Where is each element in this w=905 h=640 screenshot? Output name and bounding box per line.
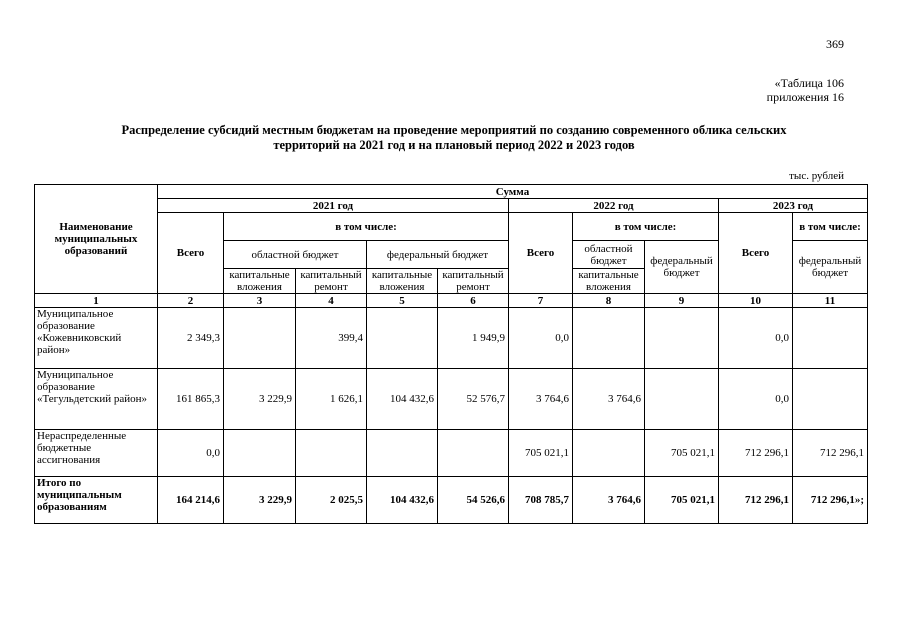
header-federal-budget-2023: федеральный бюджет (793, 241, 868, 294)
cell: 1 626,1 (296, 369, 367, 430)
row-name: Муниципальное образование «Кожевниковский район» (35, 308, 158, 369)
title-line-1: Распределение субсидий местным бюджетам на проведение мероприятий по созданию современного облика сельских (121, 123, 787, 137)
cell (224, 308, 296, 369)
cell: 0,0 (158, 430, 224, 477)
header-capital-investments-federal: капитальные вложения (367, 269, 438, 294)
table-ref-line-2: приложения 16 (766, 90, 844, 104)
header-sum: Сумма (158, 185, 868, 199)
cell: 2 349,3 (158, 308, 224, 369)
cell (793, 369, 868, 430)
total-cell: 708 785,7 (509, 477, 573, 524)
header-name-column: Наименование муниципальных образований (35, 185, 158, 294)
page-number: 369 (826, 37, 844, 51)
cell (645, 308, 719, 369)
cell: 3 229,9 (224, 369, 296, 430)
header-capital-investments-2022: капитальные вложения (573, 269, 645, 294)
header-including-2022: в том числе: (573, 213, 719, 241)
header-total-2022: Всего (509, 213, 573, 294)
cell: 3 764,6 (509, 369, 573, 430)
header-including-2021: в том числе: (224, 213, 509, 241)
total-cell: 164 214,6 (158, 477, 224, 524)
cell (367, 430, 438, 477)
cell (793, 308, 868, 369)
header-year-2023: 2023 год (719, 199, 868, 213)
total-cell: 54 526,6 (438, 477, 509, 524)
cell (645, 369, 719, 430)
table-ref-line-1: «Таблица 106 (774, 76, 844, 90)
total-cell: 104 432,6 (367, 477, 438, 524)
table-row (35, 369, 868, 430)
cell: 0,0 (719, 369, 793, 430)
header-year-2021: 2021 год (158, 199, 509, 213)
title-line-2: территорий на 2021 год и на плановый период 2022 и 2023 годов (273, 138, 635, 152)
header-capital-repair-federal: капитальный ремонт (438, 269, 509, 294)
header-including-2023: в том числе: (793, 213, 868, 241)
cell: 712 296,1 (719, 430, 793, 477)
header-federal-budget: федеральный бюджет (367, 241, 509, 269)
column-number: 10 (719, 294, 793, 308)
total-cell: 2 025,5 (296, 477, 367, 524)
column-number: 1 (35, 294, 158, 308)
cell: 3 764,6 (573, 369, 645, 430)
row-name: Нераспределенные бюджетные ассигнования (35, 430, 158, 477)
cell: 705 021,1 (509, 430, 573, 477)
cell (224, 430, 296, 477)
column-number: 3 (224, 294, 296, 308)
column-number: 9 (645, 294, 719, 308)
cell: 712 296,1 (793, 430, 868, 477)
header-capital-investments: капитальные вложения (224, 269, 296, 294)
cell (367, 308, 438, 369)
header-year-2022: 2022 год (509, 199, 719, 213)
header-regional-budget-2022: областной бюджет (573, 241, 645, 269)
total-cell: 3 764,6 (573, 477, 645, 524)
cell: 399,4 (296, 308, 367, 369)
header-total-2021: Всего (158, 213, 224, 294)
cell: 52 576,7 (438, 369, 509, 430)
column-number: 11 (793, 294, 868, 308)
column-number: 8 (573, 294, 645, 308)
table-row (35, 430, 868, 477)
column-number: 2 (158, 294, 224, 308)
header-total-2023: Всего (719, 213, 793, 294)
table-row (35, 308, 868, 369)
total-cell: 705 021,1 (645, 477, 719, 524)
cell: 161 865,3 (158, 369, 224, 430)
cell: 1 949,9 (438, 308, 509, 369)
total-row-name: Итого по муниципальным образованиям (35, 477, 158, 524)
header-capital-repair: капитальный ремонт (296, 269, 367, 294)
column-number: 7 (509, 294, 573, 308)
cell (438, 430, 509, 477)
document-title (60, 123, 848, 153)
cell (573, 430, 645, 477)
total-cell: 3 229,9 (224, 477, 296, 524)
column-number: 4 (296, 294, 367, 308)
cell: 104 432,6 (367, 369, 438, 430)
cell: 705 021,1 (645, 430, 719, 477)
cell (573, 308, 645, 369)
header-federal-budget-2022: федеральный бюджет (645, 241, 719, 294)
total-row (35, 477, 868, 524)
total-cell: 712 296,1»; (793, 477, 868, 524)
row-name: Муниципальное образование «Тегульдетский район» (35, 369, 158, 430)
column-number: 5 (367, 294, 438, 308)
column-number: 6 (438, 294, 509, 308)
cell (296, 430, 367, 477)
cell: 0,0 (719, 308, 793, 369)
cell: 0,0 (509, 308, 573, 369)
subsidy-table (34, 184, 868, 524)
total-cell: 712 296,1 (719, 477, 793, 524)
header-regional-budget: областной бюджет (224, 241, 367, 269)
units-label: тыс. рублей (789, 170, 844, 182)
table-reference (767, 76, 844, 104)
